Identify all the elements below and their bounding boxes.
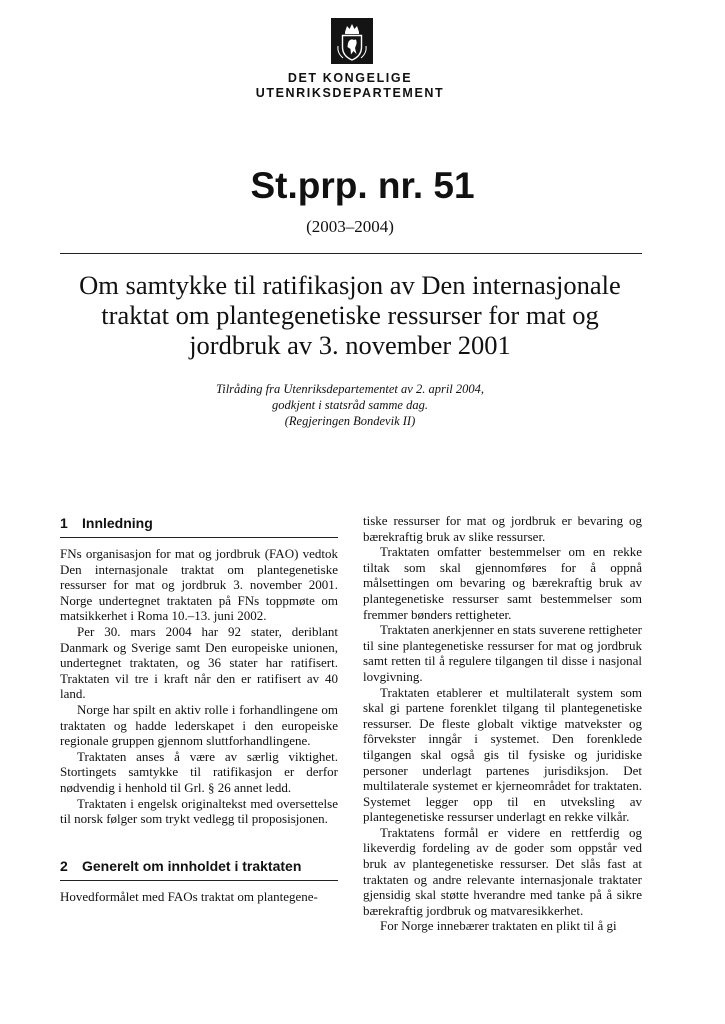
document-title: Om samtykke til ratifikasjon av Den internasjonale traktat om plantegenetiske ressurser for mat og jordbruk av 3. november 2001	[79, 270, 621, 360]
paragraph: Traktaten anerkjenner en stats suverene rettigheter til sine plantegenetiske ressurser for mat og jordbruk samt retten til å regulere tilgangen til disse i nasjonal lovgivning.	[363, 622, 642, 684]
recommendation-line: Tilråding fra Utenriksdepartementet av 2. april 2004,	[215, 382, 485, 396]
department-name-line2: UTENRIKSDEPARTEMENT	[255, 86, 445, 100]
coat-of-arms-logo	[331, 18, 373, 64]
paragraph: Norge har spilt en aktiv rolle i forhandlingene om traktaten og hadde lederskapet i den europeiske regionale gruppen gjennom sluttforhandlingene.	[60, 701, 338, 749]
recommendation-line: godkjent i statsråd samme dag.	[272, 398, 428, 412]
royal-coat-of-arms-icon	[331, 18, 373, 64]
paragraph: For Norge innebærer traktaten en plikt til å gi	[380, 918, 617, 934]
paragraph: Traktaten omfatter bestemmelser om en rekke tiltak som skal gjennomføres for å oppnå målsettingen om bevaring og bærekraftig bruk av plantegenetiske ressurser samt bestemmelser som fremmer bønders rettigheter.	[363, 544, 642, 622]
paragraph: Traktaten i engelsk originaltekst med oversettelse til norsk følger som trykt vedlegg til proposisjonen.	[60, 795, 338, 827]
left-column	[60, 514, 338, 904]
section-heading-innledning	[60, 514, 338, 538]
session-years: (2003–2004)	[306, 217, 394, 236]
title-divider	[60, 253, 642, 254]
paragraph: Traktaten etablerer et multilateralt system som skal gi partene forenklet tilgang til plantegenetiske ressurser. De fleste globalt viktige matvekster og fôrvekster inngår i systemet. Den forenklede tilgangen skal også gis til fysiske og juridiske personer underlagt partenes jurisdiksjon. Det multilaterale systemet er kjerneområdet for traktaten. Systemet legger opp til en utveksling av plantegenetiske ressurser underlagt en rekke vilkår.	[363, 684, 642, 825]
section-number: 1	[60, 515, 68, 531]
section-heading-generelt	[60, 857, 338, 881]
recommendation-note	[150, 381, 550, 429]
section-number: 2	[60, 857, 68, 874]
section-title: Generelt om innholdet i traktaten	[82, 857, 302, 874]
right-column	[363, 513, 642, 934]
paragraph: Hovedformålet med FAOs traktat om plantegene-	[60, 888, 318, 904]
paragraph: Traktaten anses å være av særlig viktighet. Stortingets samtykke til ratifikasjon er derfor nødvendig i henhold til Grl. § 26 annet ledd.	[60, 748, 338, 795]
document-number: St.prp. nr. 51	[250, 165, 475, 206]
section-title: Innledning	[82, 515, 153, 531]
paragraph: Traktatens formål er videre en rettferdig og likeverdig fordeling av de goder som oppstår ved bruk av plantegenetiske ressurser. Det slås fast at traktaten og andre relevante internasjonale traktater gjensidig skal støtte hverandre med tanke på å sikre bærekraftig jordbruk og matvaresikkerhet.	[363, 824, 642, 918]
paragraph: FNs organisasjon for mat og jordbruk (FAO) vedtok Den internasjonale traktat om plantegenetiske ressurser for mat og jordbruk 3. november 2001. Norge undertegnet traktaten på FNs toppmøte om matsikkerhet i Roma 10.–13. juni 2002.	[60, 546, 338, 624]
recommendation-line: (Regjeringen Bondevik II)	[284, 414, 416, 428]
paragraph: Per 30. mars 2004 har 92 stater, deriblant Danmark og Sverige samt Den europeiske unionen, undertegnet traktaten, og 36 stater har ratifisert. Traktaten vil tre i kraft når den er ratifisert av 40 land.	[60, 623, 338, 702]
department-name-line1: DET KONGELIGE	[287, 71, 413, 85]
paragraph: tiske ressurser for mat og jordbruk er bevaring og bærekraftig bruk av slike ressurser.	[363, 513, 642, 544]
